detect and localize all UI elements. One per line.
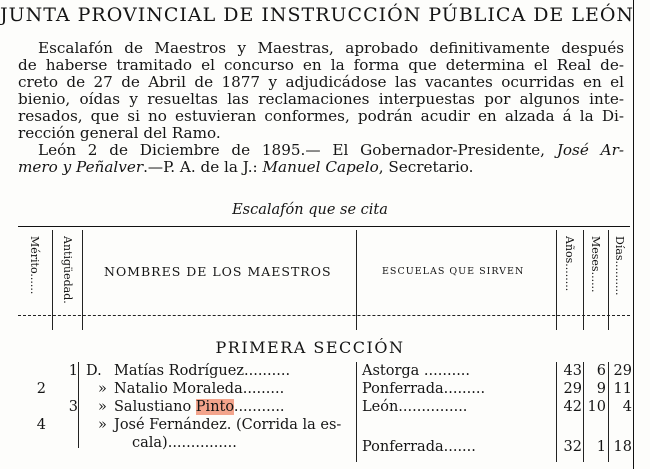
header-anos: Años........ — [563, 236, 576, 292]
table-header-bottom-rule — [18, 315, 630, 316]
signature-line: León 2 de Diciembre de 1895.— El Gobernador-Presidente, José Ar- — [38, 142, 624, 159]
header-dias: Días.......... — [613, 236, 626, 296]
paragraph-line: creto de 27 de Abril de 1877 y adjudicádose las vacantes ocurridas en el — [18, 74, 624, 91]
header-meses: Meses...... — [589, 236, 602, 293]
table-subtitle: Escalafón que se cita — [232, 202, 388, 218]
decree-paragraph — [18, 40, 624, 176]
section-title: PRIMERA SECCIÓN — [215, 338, 405, 357]
paragraph-line: rección general del Ramo. — [18, 125, 221, 142]
paragraph-line: Escalafón de Maestros y Maestras, aprobado definitivamente después — [38, 40, 624, 57]
header-nombres: NOMBRES DE LOS MAESTROS — [104, 264, 332, 279]
header-antiguedad: Antigüedad. — [61, 236, 74, 304]
column-divider — [608, 230, 609, 330]
page-edge-rule — [633, 0, 634, 469]
column-divider — [356, 230, 357, 330]
header-merito: Mérito...... — [28, 236, 41, 295]
column-divider — [82, 230, 83, 330]
paragraph-line: resados, que si no estuvieran conformes, podrán acudir en alzada á la Di- — [18, 108, 624, 125]
paragraph-line: de haberse tramitado el concurso en la forma que determina el Real de- — [18, 57, 624, 74]
column-divider — [556, 230, 557, 330]
signature-line: mero y Peñalver.—P. A. de la J.: Manuel Capelo, Secretario. — [18, 159, 474, 176]
column-divider — [52, 230, 53, 330]
page-title: JUNTA PROVINCIAL DE INSTRUCCIÓN PÚBLICA DE LEÓN — [0, 4, 635, 26]
paragraph-line: bienio, oídas y resueltas las reclamaciones interpuestas por algunos inte- — [18, 91, 624, 108]
highlighted-name: Pinto — [195, 399, 234, 415]
header-escuelas: ESCUELAS QUE SIRVEN — [382, 266, 525, 277]
column-divider — [583, 230, 584, 330]
table-row: 4 » José Fernández. (Corrida la es- cala)............... Ponferrada....... 32 1 18 — [36, 417, 632, 455]
table-top-rule — [18, 226, 630, 227]
